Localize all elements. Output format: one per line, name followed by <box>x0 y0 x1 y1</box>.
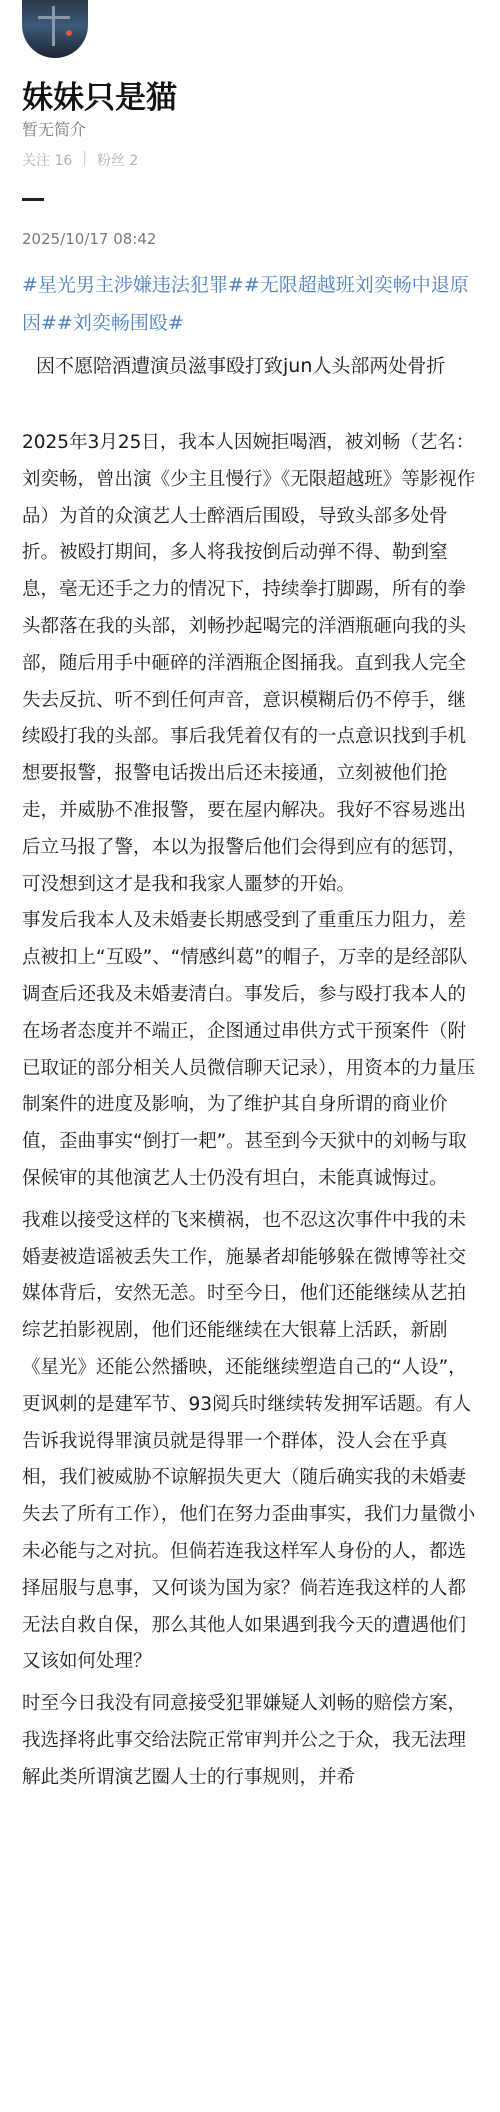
avatar-pole <box>52 6 55 46</box>
section-divider <box>22 198 44 201</box>
profile-name[interactable]: 妹妹只是猫 <box>22 80 177 116</box>
post-body <box>22 425 480 1801</box>
profile-intro: 暂无简介 <box>22 120 87 139</box>
post-topics[interactable]: #星光男主涉嫌违法犯罪##无限超越班刘奕畅中退原因##刘奕畅围殴# <box>22 274 469 334</box>
avatar-light <box>66 30 72 36</box>
following-count[interactable]: 关注 16 <box>22 153 73 169</box>
post-paragraph: 时至今日我没有同意接受犯罪嫌疑人刘畅的赔偿方案，我选择将此事交给法院正常审判并公之于众，我无法理解此类所谓演艺圈人士的行事规则，并希 <box>22 1693 467 1788</box>
post-paragraph: 2025年3月25日，我本人因婉拒喝酒，被刘畅（艺名：刘奕畅，曾出演《少主且慢行》《无限超越班》等影视作品）为首的众演艺人士醉酒后围殴，导致头部多处骨折。被殴打期间，多人将我按倒后动弹不得、勒到窒息，毫无还手之力的情况下，持续拳打脚踢，所有的拳头都落在我的头部，刘畅抄起喝完的洋酒瓶砸向我的头部，随后用手中砸碎的洋酒瓶企图捅我。直到我人完全失去反抗、听不到任何声音，意识模糊后仍不停手，继续殴打我的头部。事后我凭着仅有的一点意识找到手机想要报警，报警电话拨出后还未接通，立刻被他们抢走，并威胁不准报警，要在屋内解决。我好不容易逃出后立马报了警，本以为报警后他们会得到应有的惩罚，可没想到这才是我和我家人噩梦的开始。 <box>22 432 476 895</box>
post-subtitle: 因不愿陪酒遭演员滋事殴打致jun人头部两处骨折 <box>36 355 446 377</box>
post-paragraph: 事发后我本人及未婚妻长期感受到了重重压力阻力，差点被扣上“互殴”、“情感纠葛”的帽子，万幸的是经部队调查后还我及未婚妻清白。事发后，参与殴打我本人的在场者态度并不端正，企图通过串供方式干预案件（附已取证的部分相关人员微信聊天记录），用资本的力量压制案件的进度及影响，为了维护其自身所谓的商业价值，歪曲事实“倒打一耙”。甚至到今天狱中的刘畅与取保候审的其他演艺人士仍没有坦白，未能真诚悔过。 <box>22 910 476 1189</box>
profile-stats <box>22 150 138 170</box>
fans-count[interactable]: 粉丝 2 <box>96 153 139 169</box>
avatar[interactable] <box>22 0 88 58</box>
stats-divider: | <box>82 150 87 166</box>
post-date: 2025/10/17 08:42 <box>22 230 157 248</box>
post-paragraph: 我难以接受这样的飞来横祸，也不忍这次事件中我的未婚妻被造谣被丢失工作，施暴者却能够躲在微博等社交媒体背后，安然无恙。时至今日，他们还能继续从艺拍综艺拍影视剧，他们还能继续在大银幕上活跃，新剧《星光》还能公然播映，还能继续塑造自己的“人设”，更讽刺的是建军节、93阅兵时继续转发拥军话题。有人告诉我说得罪演员就是得罪一个群体，没人会在乎真相，我们被威胁不谅解损失更大（随后确实我的未婚妻失去了所有工作），他们在努力歪曲事实，我们力量微小未必能与之对抗。但倘若连我这样军人身份的人，都选择屈服与息事，又何谈为国为家？倘若连我这样的人都无法自救自保，那么其他人如果遇到我今天的遭遇他们又该如何处理？ <box>22 1209 476 1673</box>
avatar-crossbar <box>38 16 70 19</box>
